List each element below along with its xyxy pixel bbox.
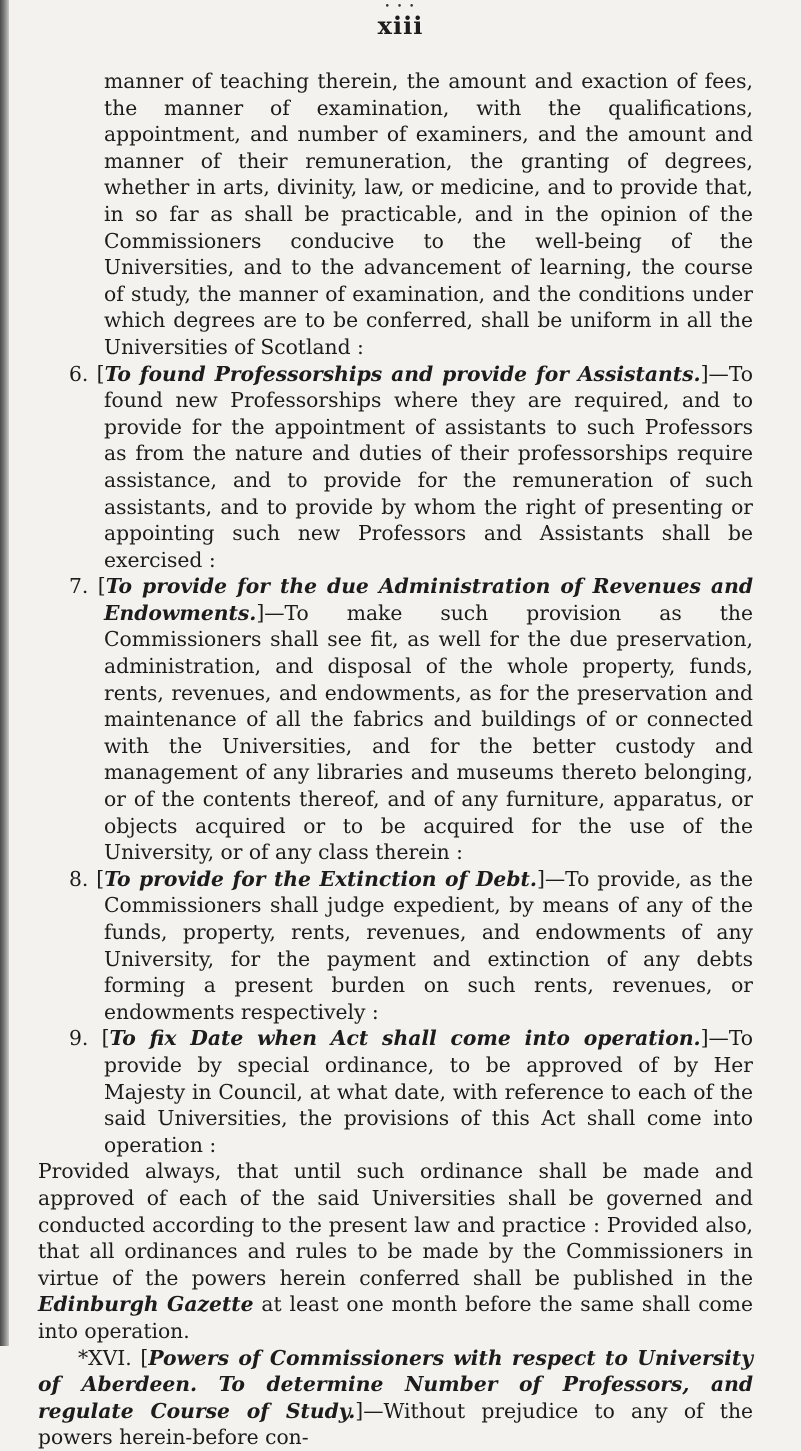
section-heading: Powers of Commissioners with respect to University of Aberdeen. To determine Number of Professors, and regulate Course of Study. — [38, 1345, 753, 1423]
clause-heading: To found Professorships and provide for Assistants. — [104, 361, 701, 386]
clause-6 — [38, 361, 753, 574]
bracket-close: ] — [700, 1026, 709, 1051]
clause-number: 9. — [69, 1026, 89, 1051]
bracket-open: [ — [96, 361, 105, 386]
clause-text: —To provide by special ordinance, to be approved of by Her Majesty in Council, at what date, with reference to each of the said Universities, the provisions of this Act shall come into operation : — [104, 1026, 753, 1157]
proviso-text-end: at least one month before the same shall come into operation. — [38, 1292, 754, 1343]
clause-8 — [38, 866, 753, 1026]
clause-heading: To provide for the due Administration of Revenues and Endowments. — [104, 574, 753, 625]
body-text — [38, 68, 753, 1451]
clause-text: —To make such provision as the Commissioners shall see fit, as well for the due preservation, administration, and disposal of the whole property, funds, rents, revenues, and endowments, as for the preservation and maintenance of all the fabrics and buildings of or connected with the Universities, and for the better custody and management of any libraries and museums thereto belonging, or of the contents thereof, and of any furniture, apparatus, or objects acquired or to be acquired for the use of the University, or of any class therein : — [104, 600, 753, 865]
bracket-close: ] — [355, 1398, 364, 1423]
clause-text: —To provide, as the Commissioners shall judge expedient, by means of any of the funds, property, rents, revenues, and endowments of any University, for the payment and extinction of any debts forming a present burden on such rents, revenues, or endowments respectively : — [104, 866, 753, 1024]
page-binding-edge — [0, 0, 9, 1346]
gazette-name: Edinburgh Gazette — [38, 1292, 254, 1317]
clause-9 — [38, 1025, 753, 1158]
bracket-open: [ — [140, 1345, 149, 1370]
clause-heading: To fix Date when Act shall come into operation. — [109, 1026, 701, 1051]
bracket-open: [ — [96, 866, 105, 891]
clause-number: 6. — [69, 361, 89, 386]
section-xvi — [38, 1345, 753, 1451]
bracket-close: ] — [700, 361, 709, 386]
clause-number: 8. — [69, 866, 89, 891]
proviso-text: Provided always, that until such ordinance shall be made and approved of each of the said Universities shall be governed and conducted according to the present law and practice : Provided also, that all ordinances and rules to be made by the Commissioners in virtue of the powers herein conferred shall be published in the — [38, 1159, 753, 1290]
section-text: —Without prejudice to any of the powers herein-before con- — [38, 1398, 754, 1450]
section-number: *XVI. — [78, 1345, 132, 1370]
proviso-paragraph — [38, 1158, 753, 1344]
page-header — [0, 2, 801, 40]
page-number: xiii — [377, 11, 424, 40]
opening-paragraph: manner of teaching therein, the amount and exaction of fees, the manner of examination, with the qualifications, appointment, and number of examiners, and the amount and manner of their remuneration, the granting of degrees, whether in arts, divinity, law, or medicine, and to provide that, in so far as shall be practicable, and in the opinion of the Commissioners conducive to the well-being of the Universities, and to the advancement of learning, the course of study, the manner of examination, and the conditions under which degrees are to be conferred, shall be uniform in all the Universities of Scotland : — [104, 69, 753, 359]
bracket-open: [ — [101, 1026, 110, 1051]
clause-7 — [38, 573, 753, 866]
bracket-open: [ — [97, 574, 106, 599]
bracket-close: ] — [256, 600, 265, 625]
bracket-close: ] — [536, 866, 545, 891]
clause-number: 7. — [69, 574, 89, 599]
header-ornament: • • • — [384, 2, 417, 12]
clause-heading: To provide for the Extinction of Debt. — [104, 866, 537, 891]
clause-text: —To found new Professorships where they are required, and to provide for the appointment of assistants to such Professors as from the nature and duties of their professorships require assistance, and to provide for the remuneration of such assistants, and to provide by whom the right of presenting or appointing such new Professors and Assistants shall be exercised : — [104, 361, 753, 572]
